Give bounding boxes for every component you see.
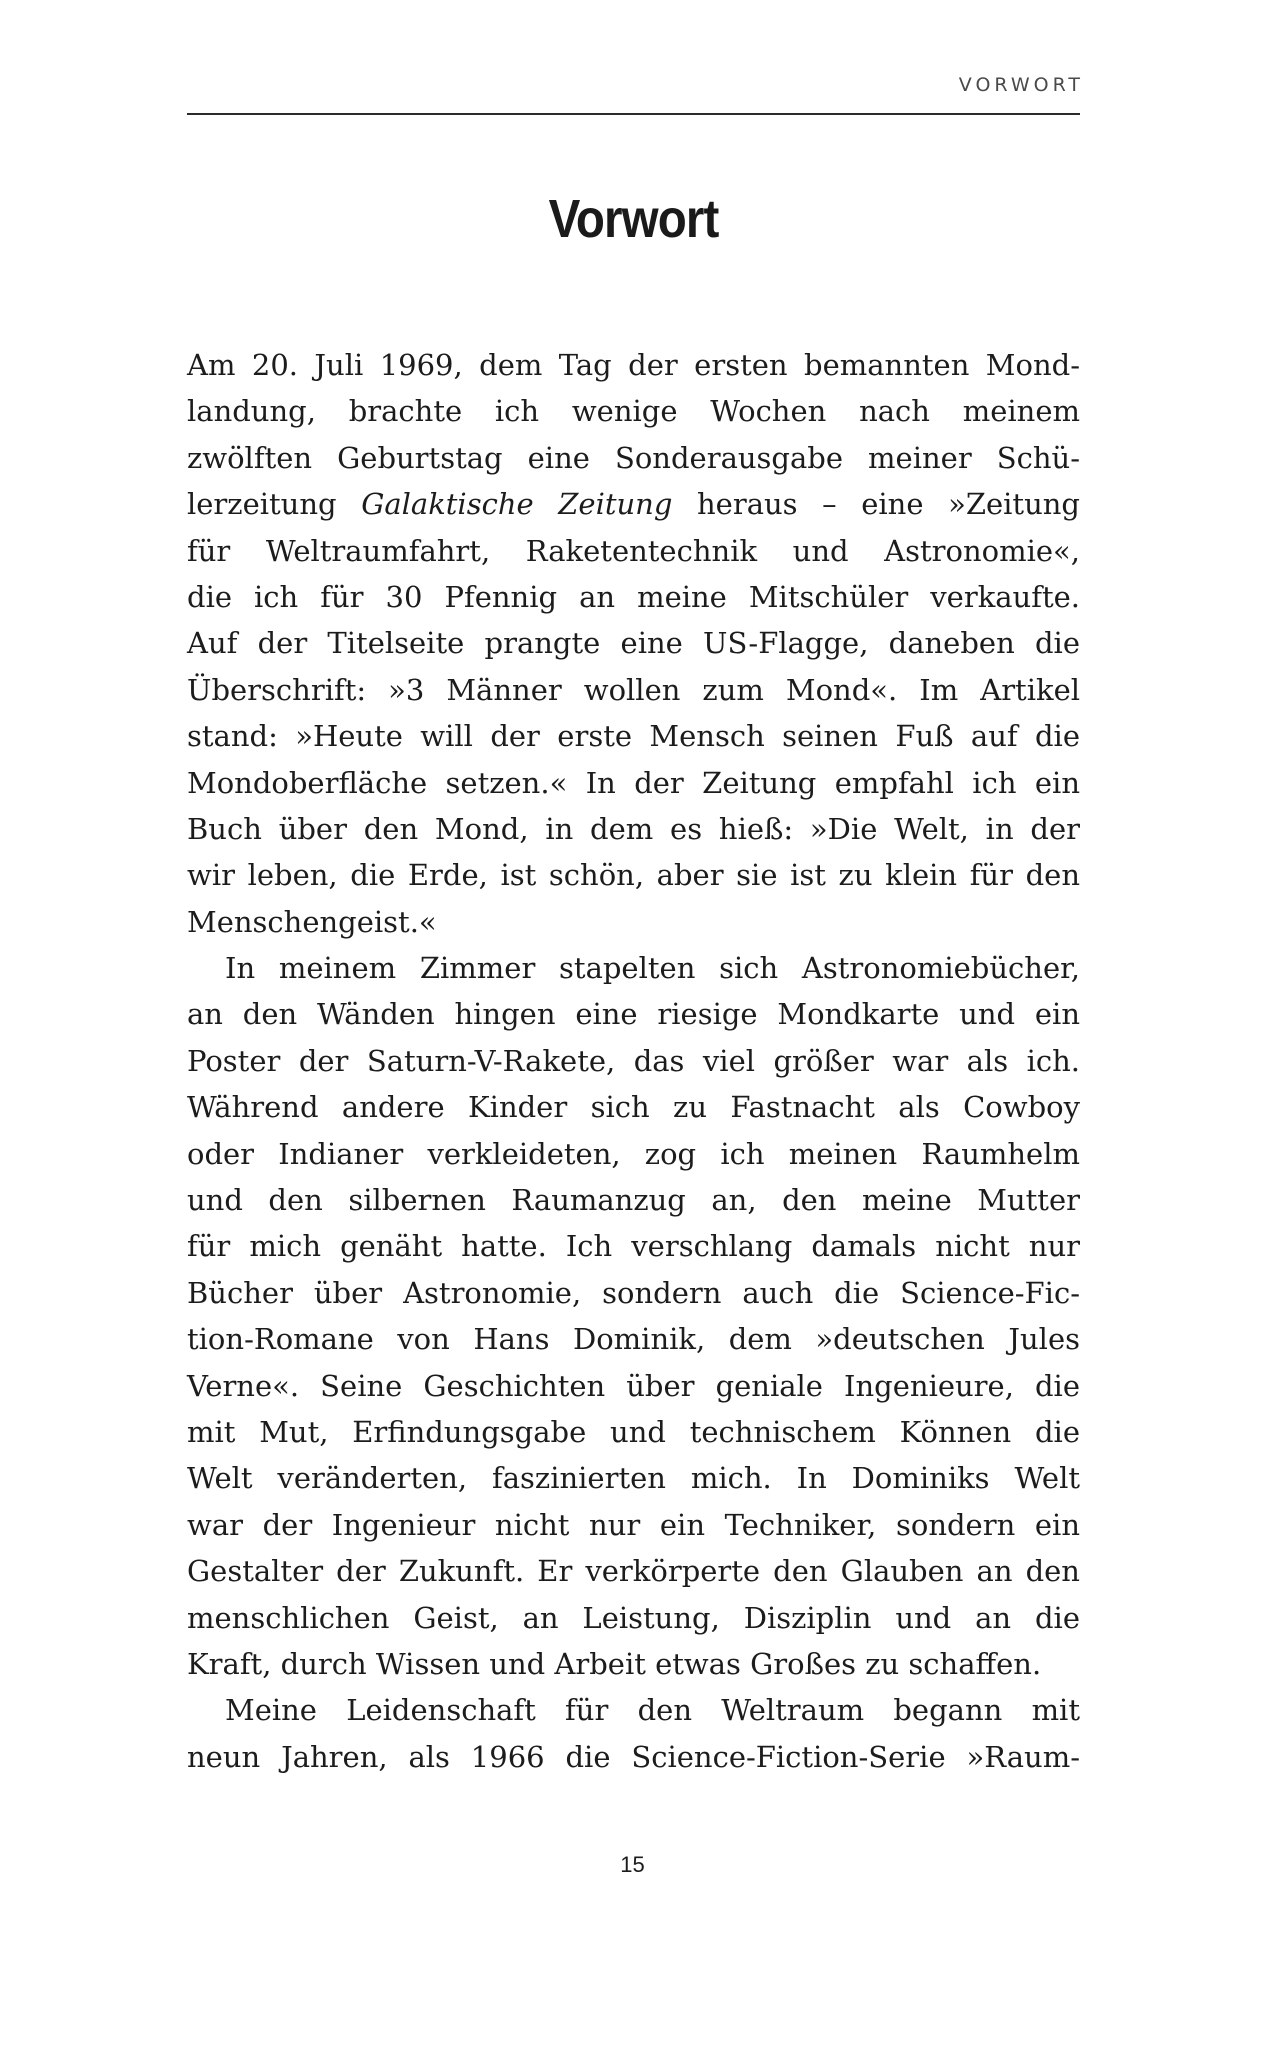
text-line: Meine Leidenschaft für den Weltraum begann mit [225, 1693, 1080, 1728]
text-line: Verne«. Seine Geschichten über geniale Ingenieure, die [187, 1368, 1080, 1403]
text-line: lerzeitung Galaktische Zeitung heraus – eine »Zeitung [187, 487, 1080, 522]
text-line: wir leben, die Erde, ist schön, aber sie ist zu klein für den [187, 858, 1080, 893]
text-line: Mondoberfläche setzen.« In der Zeitung empfahl ich ein [187, 765, 1080, 800]
text-line: neun Jahren, als 1966 die Science-Fiction-Serie »Raum- [187, 1739, 1080, 1774]
text-line: für mich genäht hatte. Ich verschlang damals nicht nur [187, 1229, 1080, 1264]
text-line: Poster der Saturn-V-Rakete, das viel größer war als ich. [187, 1043, 1080, 1078]
text-line: war der Ingenieur nicht nur ein Techniker, sondern ein [187, 1507, 1080, 1542]
text-line: die ich für 30 Pfennig an meine Mitschüler verkaufte. [187, 579, 1080, 614]
text-line: Auf der Titelseite prangte eine US-Flagge, daneben die [187, 626, 1080, 661]
text-line: zwölften Geburtstag eine Sonderausgabe meiner Schü- [187, 440, 1080, 475]
text-line: Überschrift: »3 Männer wollen zum Mond«. Im Artikel [187, 672, 1080, 707]
header-rule [187, 113, 1080, 115]
text-line: Bücher über Astronomie, sondern auch die Science-Fic- [187, 1275, 1080, 1310]
paragraph [187, 1687, 1080, 1780]
text-line: tion-Romane von Hans Dominik, dem »deutschen Jules [187, 1322, 1080, 1357]
text-line: stand: »Heute will der erste Mensch seinen Fuß auf die [187, 719, 1080, 754]
text-line: oder Indianer verkleideten, zog ich meinen Raumhelm [187, 1136, 1080, 1171]
text-line: menschlichen Geist, an Leistung, Disziplin und an die [187, 1600, 1080, 1635]
text-line: Menschengeist.« [187, 904, 437, 939]
text-line: Am 20. Juli 1969, dem Tag der ersten bemannten Mond- [187, 348, 1080, 382]
text-line: mit Mut, Erfindungsgabe und technischem Können die [187, 1414, 1080, 1449]
text-line: Gestalter der Zukunft. Er verkörperte den Glauben an den [187, 1554, 1080, 1589]
running-head: VORWORT [958, 74, 1084, 96]
text-line: Kraft, durch Wissen und Arbeit etwas Großes zu schaffen. [187, 1646, 1042, 1681]
text-line: Während andere Kinder sich zu Fastnacht als Cowboy [187, 1090, 1080, 1125]
paragraph [187, 342, 1080, 945]
italic-title: Galaktische Zeitung [361, 487, 673, 522]
text-line: an den Wänden hingen eine riesige Mondkarte und ein [187, 997, 1080, 1032]
page-number: 15 [620, 1852, 645, 1877]
text-line: Buch über den Mond, in dem es hieß: »Die Welt, in der [187, 811, 1080, 846]
chapter-title: Vorwort [548, 189, 719, 249]
text-line: Welt veränderten, faszinierten mich. In Dominiks Welt [187, 1461, 1080, 1496]
text-line: In meinem Zimmer stapelten sich Astronomiebücher, [225, 951, 1080, 986]
body-text [187, 342, 1080, 1780]
text-line: landung, brachte ich wenige Wochen nach meinem [187, 394, 1080, 429]
paragraph [187, 945, 1080, 1687]
text-line: für Weltraumfahrt, Raketentechnik und Astronomie«, [187, 533, 1080, 568]
text-line: und den silbernen Raumanzug an, den meine Mutter [187, 1183, 1080, 1218]
